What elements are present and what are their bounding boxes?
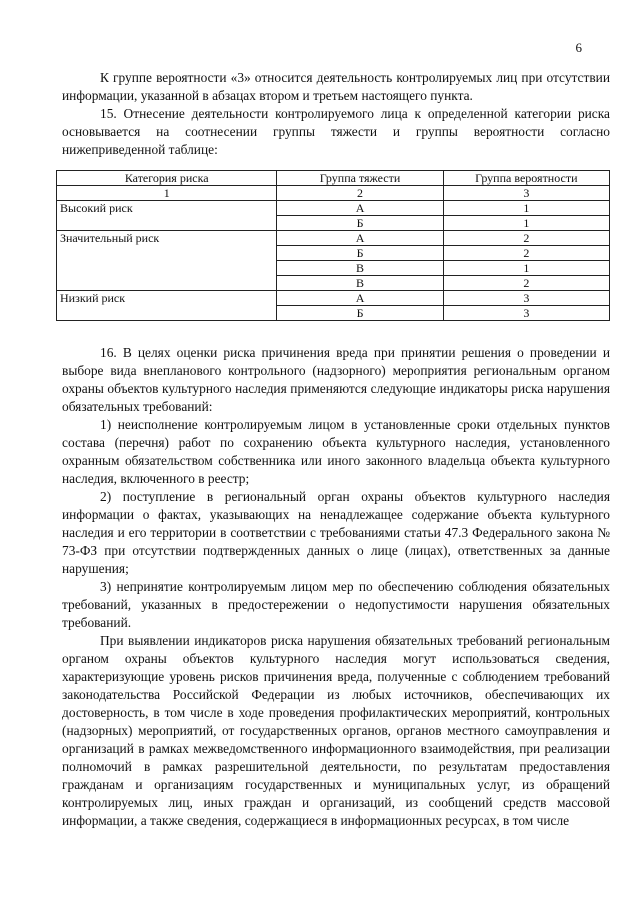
- paragraph-15: 15. Отнесение деятельности контролируемого лица к определенной категории риска основывается на соотнесении группы тяжести и группы вероятности согласно нижеприведенной таблице:: [62, 106, 610, 157]
- paragraph-probability-group-3: К группе вероятности «3» относится деятельность контролируемых лиц при отсутствии информации, указанной в абзацах втором и третьем настоящего пункта.: [62, 70, 610, 103]
- probability-cell: 3: [443, 306, 609, 321]
- category-cell: Низкий риск: [57, 291, 277, 321]
- table-row: [57, 231, 610, 246]
- category-cell: Значительный риск: [57, 231, 277, 291]
- column-number: 2: [277, 186, 443, 201]
- table-header-row: [57, 171, 610, 186]
- table-row: [57, 201, 610, 216]
- paragraph-16: 16. В целях оценки риска причинения вреда при принятии решения о проведении и выборе вида внепланового контрольного (надзорного) мероприятия региональным органом охраны объектов культурного наследия применяются следующие индикаторы риска нарушения обязательных требований:: [62, 345, 610, 414]
- header-severity: Группа тяжести: [277, 171, 443, 186]
- indicator-1: 1) неисполнение контролируемым лицом в установленные сроки отдельных пунктов состава (перечня) работ по сохранению объекта культурного наследия, установленного охранным обязательством собственника или иного законного владельца объекта культурного наследия, включенного в реестр;: [62, 417, 610, 486]
- indicator-2: 2) поступление в региональный орган охраны объектов культурного наследия информации о фактах, указывающих на ненадлежащее содержание объекта культурного наследия и его территории в соответствии с требованиями статьи 47.3 Федерального закона № 73-ФЗ при отсутствии подтвержденных данных о лице (лицах), ответственных за данные нарушения;: [62, 489, 610, 576]
- severity-cell: А: [277, 201, 443, 216]
- column-number: 1: [57, 186, 277, 201]
- severity-cell: Б: [277, 246, 443, 261]
- probability-cell: 3: [443, 291, 609, 306]
- probability-cell: 2: [443, 231, 609, 246]
- severity-cell: В: [277, 276, 443, 291]
- header-category: Категория риска: [57, 171, 277, 186]
- severity-cell: В: [277, 261, 443, 276]
- probability-cell: 1: [443, 216, 609, 231]
- intro-text: [62, 69, 610, 159]
- column-number: 3: [443, 186, 609, 201]
- indicator-3: 3) непринятие контролируемым лицом мер по обеспечению соблюдения обязательных требований, указанных в предостережении о недопустимости нарушения обязательных требований.: [62, 579, 610, 630]
- probability-cell: 1: [443, 201, 609, 216]
- severity-cell: Б: [277, 306, 443, 321]
- risk-category-table: [56, 170, 610, 321]
- body-text: [62, 344, 610, 830]
- header-probability: Группа вероятности: [443, 171, 609, 186]
- page-number: 6: [575, 40, 582, 55]
- severity-cell: А: [277, 291, 443, 306]
- probability-cell: 2: [443, 246, 609, 261]
- probability-cell: 1: [443, 261, 609, 276]
- probability-cell: 2: [443, 276, 609, 291]
- category-cell: Высокий риск: [57, 201, 277, 231]
- table-row: [57, 291, 610, 306]
- severity-cell: Б: [277, 216, 443, 231]
- severity-cell: А: [277, 231, 443, 246]
- table-numbering-row: [57, 186, 610, 201]
- paragraph-indicator-detection: При выявлении индикаторов риска нарушения обязательных требований региональным органом охраны объектов культурного наследия могут использоваться сведения, характеризующие уровень рисков причинения вреда, полученные с соблюдением требований законодательства Российской Федерации из любых источников, обеспечивающих их достоверность, в том числе в ходе проведения профилактических мероприятий, контрольных (надзорных) мероприятий, от государственных органов, органов местного самоуправления и организаций в рамках межведомственного информационного взаимодействия, при реализации полномочий в рамках разрешительной деятельности, по результатам предоставления гражданам и организациям государственных и муниципальных услуг, из обращений контролируемых лиц, иных граждан и организаций, из сообщений средств массовой информации, а также сведения, содержащиеся в информационных ресурсах, в том числе: [62, 633, 610, 828]
